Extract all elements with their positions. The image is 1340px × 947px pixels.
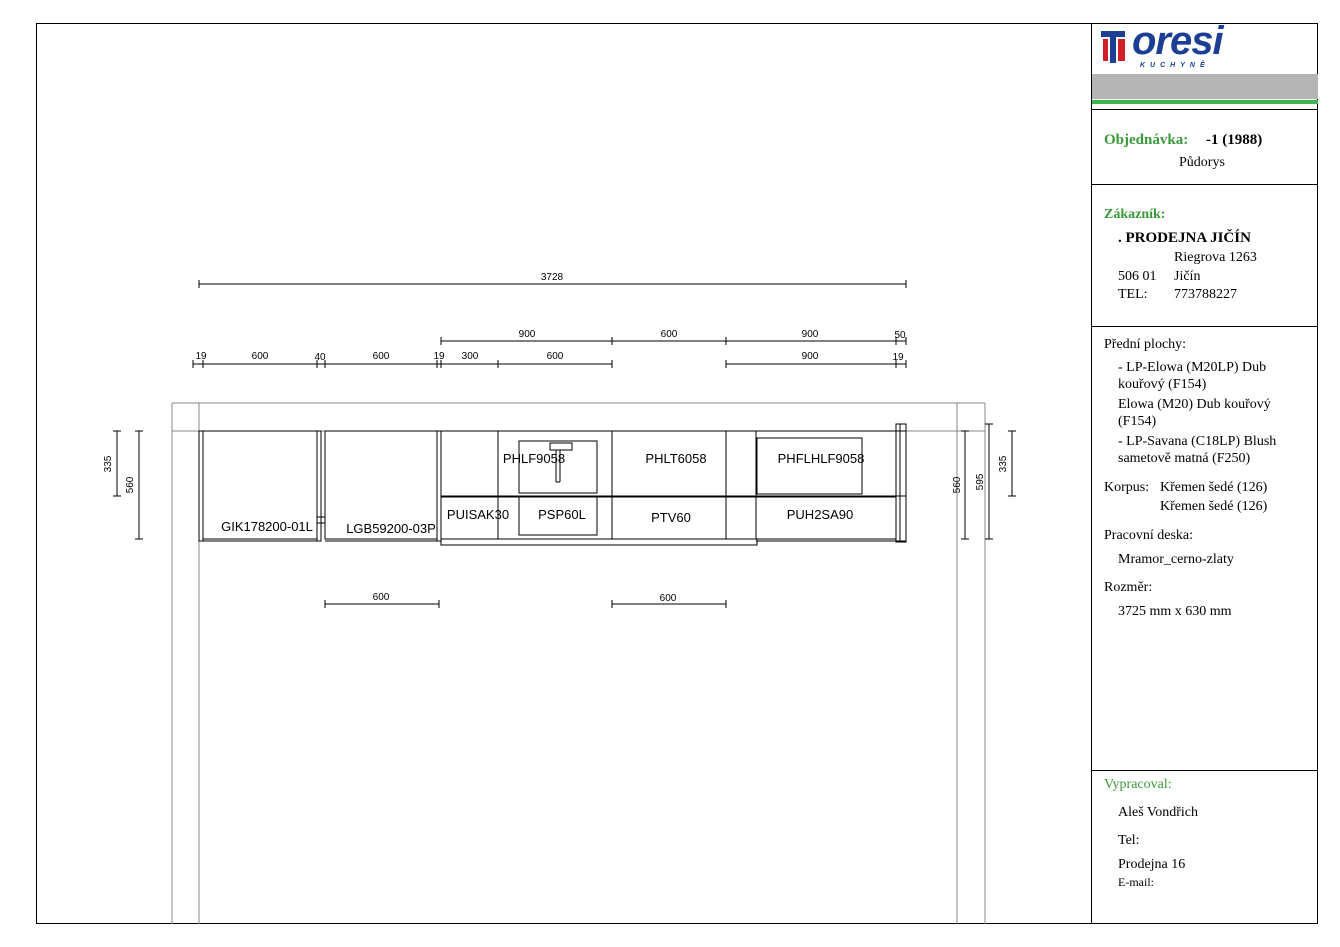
fronts-line-3: Elowa (M20) Dub kouřový [1118,397,1271,412]
cabinet-phlt: PHLT6058 [645,451,707,466]
author-label: Vypracoval: [1104,777,1172,792]
body-line-1: Křemen šedé (126) [1160,480,1268,495]
dim-19a: 19 [195,351,207,362]
dim-900b: 900 [801,329,819,340]
customer-tel: 773788227 [1174,287,1237,302]
size-value: 3725 mm x 630 mm [1118,604,1232,619]
author-tel-label: Tel: [1118,833,1140,848]
dim-19c: 19 [892,352,904,363]
dim-40: 40 [314,352,326,363]
author-email-label: E-mail: [1118,875,1154,889]
cabinet-lgb: LGB59200-03P [346,521,436,536]
logo-green-line [1092,100,1318,104]
worktop-value: Mramor_cerno-zlaty [1118,552,1234,567]
brand-name: oresi [1132,19,1223,63]
order-label: Objednávka: [1104,132,1189,148]
cabinet-phflhlf: PHFLHLF9058 [777,451,865,466]
cabinet-puh: PUH2SA90 [786,507,854,522]
dim-50: 50 [894,330,906,341]
cabinet-psp: PSP60L [538,507,586,522]
logo-gray-band [1092,74,1318,99]
customer-tel-label: TEL: [1118,287,1148,302]
dim-600: 600 [660,329,678,340]
dim-right-335: 335 [998,455,1009,473]
body-label: Korpus: [1104,480,1150,495]
customer-city: Jičín [1174,269,1201,284]
order-value: -1 (1988) [1206,132,1263,148]
cabinet-gik: GIK178200-01L [221,519,313,534]
fronts-line-4: (F154) [1118,414,1157,429]
dim-right-595: 595 [975,473,986,491]
dim-900a: 900 [518,329,536,340]
materials-section [1092,326,1318,771]
dim-600b: 600 [372,351,390,362]
customer-zip: 506 01 [1118,269,1157,284]
brand-logo [1092,19,1318,109]
order-view: Půdorys [1179,155,1225,170]
customer-label: Zákazník: [1104,207,1166,222]
fronts-line-6: sametově matná (F250) [1118,451,1251,466]
title-block [1091,19,1318,924]
author-shop: Prodejna 16 [1118,857,1186,872]
dim-300: 300 [461,351,479,362]
customer-section [1092,184,1318,327]
fronts-label: Přední plochy: [1104,337,1187,352]
dim-bottom-600b: 600 [659,593,677,604]
cabinet-puisak: PUISAK30 [446,507,510,522]
cabinet-ptv: PTV60 [651,510,691,525]
worktop-label: Pracovní deska: [1104,528,1194,543]
dim-right-560: 560 [952,476,963,494]
author-name: Aleš Vondřich [1118,805,1198,820]
dim-total: 3728 [540,272,564,283]
fronts-line-1: - LP-Elowa (M20LP) Dub [1118,360,1267,375]
order-section [1092,109,1318,185]
fronts-line-2: kouřový (F154) [1118,377,1207,392]
customer-street: Riegrova 1263 [1174,250,1257,265]
author-section [1092,770,1318,924]
fronts-line-5: - LP-Savana (C18LP) Blush [1118,434,1277,449]
dim-left-560: 560 [125,476,136,494]
size-label: Rozměr: [1104,580,1153,595]
dim-left-335: 335 [103,455,114,473]
body-line-2: Křemen šedé (126) [1160,499,1268,514]
dim-19b: 19 [433,351,445,362]
dim-900: 900 [801,351,819,362]
dim-600a: 600 [251,351,269,362]
dim-600c: 600 [546,351,564,362]
brand-sub: KUCHYNĚ [1140,62,1210,69]
cabinet-phlf: PHLF9058 [502,451,566,466]
dim-bottom-600a: 600 [372,592,390,603]
customer-name: . PRODEJNA JIČÍN [1118,230,1251,246]
